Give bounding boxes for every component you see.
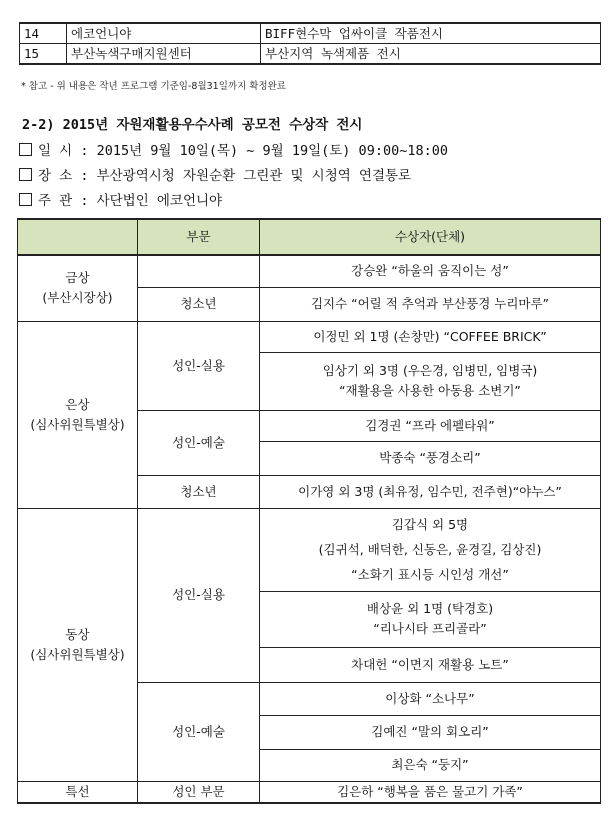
table-row [18, 508, 601, 591]
table-row [18, 255, 601, 287]
header-row [18, 219, 601, 255]
award-gold-label: 금상 [65, 270, 90, 286]
info-date-text: 일 시 : 2015년 9월 10일(목) ~ 9월 19일(토) 09:00~18:00 [38, 143, 448, 159]
winner-line: (김귀석, 배덕한, 신동은, 윤경길, 김상진) [318, 542, 542, 557]
division: 성인-실용 [138, 508, 260, 682]
winner-line: 임상기 외 3명 (우은경, 임병민, 임병국) [322, 363, 538, 378]
award-silver-sub: (심사위원특별상) [30, 416, 125, 432]
winner: 최은숙 “둥지” [260, 749, 601, 781]
header-division: 부문 [138, 219, 260, 255]
header-winner: 수상자(단체) [260, 219, 601, 255]
award-gold-sub: (부산시장상) [42, 290, 113, 306]
info-date [19, 139, 448, 159]
division: 성인 부문 [138, 781, 260, 803]
award-silver [18, 321, 138, 508]
row-organization: 에코언니야 [67, 23, 261, 44]
winner: 강승완 “하울의 움직이는 성” [260, 255, 601, 287]
winner [260, 508, 601, 591]
winner [260, 591, 601, 647]
winner-line: 배상윤 외 1명 (탁경호) [366, 601, 494, 616]
winner-line: “재활용을 사용한 아동용 소변기” [339, 383, 521, 398]
table-row [18, 321, 601, 352]
division: 성인-예술 [138, 682, 260, 781]
row-content: BIFF현수막 업싸이클 작품전시 [261, 23, 601, 44]
checkbox-square-icon [19, 168, 32, 181]
award-silver-label: 은상 [65, 396, 90, 412]
table-row [18, 781, 601, 803]
info-host [19, 189, 222, 209]
winner: 이가영 외 3명 (최유정, 임수민, 전주현)“야누스” [260, 475, 601, 508]
winner: 김지수 “어릴 적 추억과 부산풍경 누리마루” [260, 287, 601, 321]
winner: 차대헌 “이면지 재활용 노트” [260, 647, 601, 682]
row-number: 15 [20, 44, 67, 65]
program-table [19, 22, 601, 65]
checkbox-square-icon [19, 193, 32, 206]
footnote: * 참고 - 위 내용은 작년 프로그램 기준임-8월31일까지 확정완료 [21, 81, 286, 92]
section-title: 2-2) 2015년 자원재활용우수사례 공모전 수상작 전시 [22, 117, 363, 133]
winner: 이상화 “소나무” [260, 682, 601, 715]
division: 청소년 [138, 475, 260, 508]
winner-line: “소화기 표시등 시인성 개선” [351, 567, 509, 582]
row-number: 14 [20, 23, 67, 44]
award-table [17, 218, 601, 804]
row-organization: 부산녹색구매지원센터 [67, 44, 261, 65]
award-special: 특선 [18, 781, 138, 803]
award-bronze-label: 동상 [65, 626, 90, 642]
winner-line: 김갑식 외 5명 [391, 517, 469, 532]
award-bronze [18, 508, 138, 781]
winner: 이정민 외 1명 (손창만) “COFFEE BRICK” [260, 321, 601, 352]
award-bronze-sub: (심사위원특별상) [30, 646, 125, 662]
division: 성인-실용 [138, 321, 260, 410]
winner: 김예진 “말의 회오리” [260, 715, 601, 749]
row-content: 부산지역 녹색제품 전시 [261, 44, 601, 65]
info-host-text: 주 관 : 사단법인 에코언니야 [38, 193, 223, 209]
winner-line: “리나시타 프리골라” [373, 621, 487, 636]
info-place-text: 장 소 : 부산광역시청 자원순환 그린관 및 시청역 연결통로 [38, 168, 412, 184]
info-place [19, 164, 411, 184]
award-gold [18, 255, 138, 321]
winner: 김경권 “프라 에펠타워” [260, 410, 601, 441]
checkbox-square-icon [19, 143, 32, 156]
table-row [20, 44, 601, 65]
division-empty [138, 255, 260, 287]
division: 청소년 [138, 287, 260, 321]
header-award [18, 219, 138, 255]
table-row [20, 23, 601, 44]
division: 성인-예술 [138, 410, 260, 475]
winner: 김은하 “행복을 품은 물고기 가족” [260, 781, 601, 803]
winner: 박종숙 “풍경소리” [260, 441, 601, 475]
winner [260, 352, 601, 410]
